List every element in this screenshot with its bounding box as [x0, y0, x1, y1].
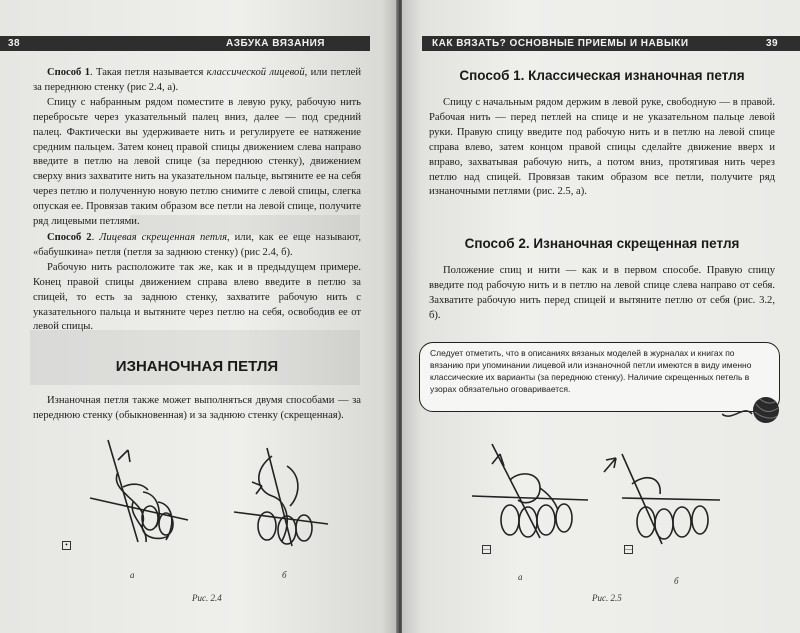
method1-lead: Способ 1 — [47, 67, 90, 78]
right-text-1-block — [429, 96, 775, 200]
method2-lead: Способ 2 — [47, 231, 92, 243]
left-page — [0, 0, 398, 633]
method2-paragraph: Рабочую нить расположите так же, как и в предыдущем примере. Конец правой спицы движением справа влево введите в петлю за спицей, то есть за заднюю стенку, захватите рабочую нить с указательного пальца и вытяните через петлю на себя, освободив ее от левой спицы. — [33, 261, 361, 333]
figure-2-5-b — [602, 448, 722, 552]
figure-2-5-a — [470, 440, 590, 552]
method1-paragraph: Спицу с набранным рядом поместите в левую руку, рабочую нить перебросьте через указательный палец вниз, далее — под средний палец. Фактически вы удерживаете нить и регулируете ее натяжение средним пальцем. Затем конец правой спицы движением слева направо введите в петлю на левой спице (за переднюю стенку), движением сверху вниз захватите нить на указательном пальце, вытяните ее на себя через петлю и полученную новую петлю снимите с левой спицы, слегка опуская ее. Провязав таким образом все петли на левой спице, получите ряд лицевыми петлями. — [33, 96, 361, 228]
method2-text-b: , или, как ее еще называют, «бабушкина» петля (петля за заднюю стенку) (рис 2.4, б). — [33, 231, 362, 258]
left-running-title: АЗБУКА ВЯЗАНИЯ — [226, 38, 325, 49]
left-section-heading: ИЗНАНОЧНАЯ ПЕТЛЯ — [115, 358, 279, 375]
method2-text-a: . — [91, 231, 100, 243]
right-heading-1: Способ 1. Классическая изнаночная петля — [459, 68, 745, 83]
note-text: Следует отметить, что в описаниях вязаных моделей в журналах и книгах по вязанию при упоминании лицевой или изнаночной петли имеются в виду именно классические их варианты (за переднюю стенку). Наличие скрещенных петель в узорах обязательно оговаривается. — [430, 348, 752, 394]
figure-2-4-label-a: а — [130, 570, 135, 580]
section-paragraph-block — [33, 394, 361, 424]
figure-2-4-label-b: б — [282, 570, 287, 580]
method1-block — [33, 66, 361, 335]
left-page-number: 38 — [8, 38, 21, 49]
knit-symbol-a: • — [62, 541, 71, 550]
figure-2-4-a — [88, 432, 193, 552]
method1-text-a: . Такая петля называется — [90, 67, 207, 78]
right-text-2-block — [429, 264, 775, 324]
right-running-title: КАК ВЯЗАТЬ? ОСНОВНЫЕ ПРИЕМЫ И НАВЫКИ — [432, 38, 689, 49]
yarn-ball-icon — [722, 392, 782, 432]
left-running-header — [0, 36, 370, 51]
right-page — [402, 0, 800, 633]
purl-symbol-b: — — [625, 545, 632, 553]
right-page-number: 39 — [766, 38, 779, 49]
figure-2-5-caption: Рис. 2.5 — [592, 593, 622, 603]
method1-term: классической лицевой — [206, 67, 305, 78]
figure-2-4-b — [232, 446, 332, 552]
figure-2-5-label-b: б — [674, 576, 679, 586]
section-paragraph: Изнаночная петля также может выполняться двумя способами — за переднюю стенку (обыкновенная) и за заднюю стенку (скрещенная). — [33, 395, 361, 421]
right-text-1: Спицу с начальным рядом держим в левой руке, свободную — в правой. Рабочая нить — перед петлей на спице и не указательном пальце левой руки. Правую спицу введите под рабочую нить и в петлю на левой спице справа влево, затем концом правой спицы сделайте движение вверх и вправо, захватывая рабочую нить, а потом вниз, протягивая нить через петлю над спицей. Провязав таким образом все петли, получите ряд изнаночными петлями (рис. 2.5, а). — [429, 97, 775, 198]
method1-text-b: , или петлей за переднюю стенку (рис 2.4, а). — [33, 67, 362, 93]
right-text-2: Положение спиц и нити — как и в первом способе. Правую спицу введите под рабочую нить и в петлю на левой спице слева направо от себя. Захватите рабочую нить перед спицей и вытяните петлю от себя (рис. 3.2, б). — [429, 265, 775, 321]
right-heading-2: Способ 2. Изнаночная скрещенная петля — [464, 236, 740, 251]
figure-2-5-label-a: а — [518, 572, 523, 582]
figure-2-4-caption: Рис. 2.4 — [192, 593, 222, 603]
purl-symbol-a: — — [483, 545, 490, 553]
right-running-header — [422, 36, 800, 51]
method2-term: Лицевая скрещенная петля — [99, 231, 228, 243]
